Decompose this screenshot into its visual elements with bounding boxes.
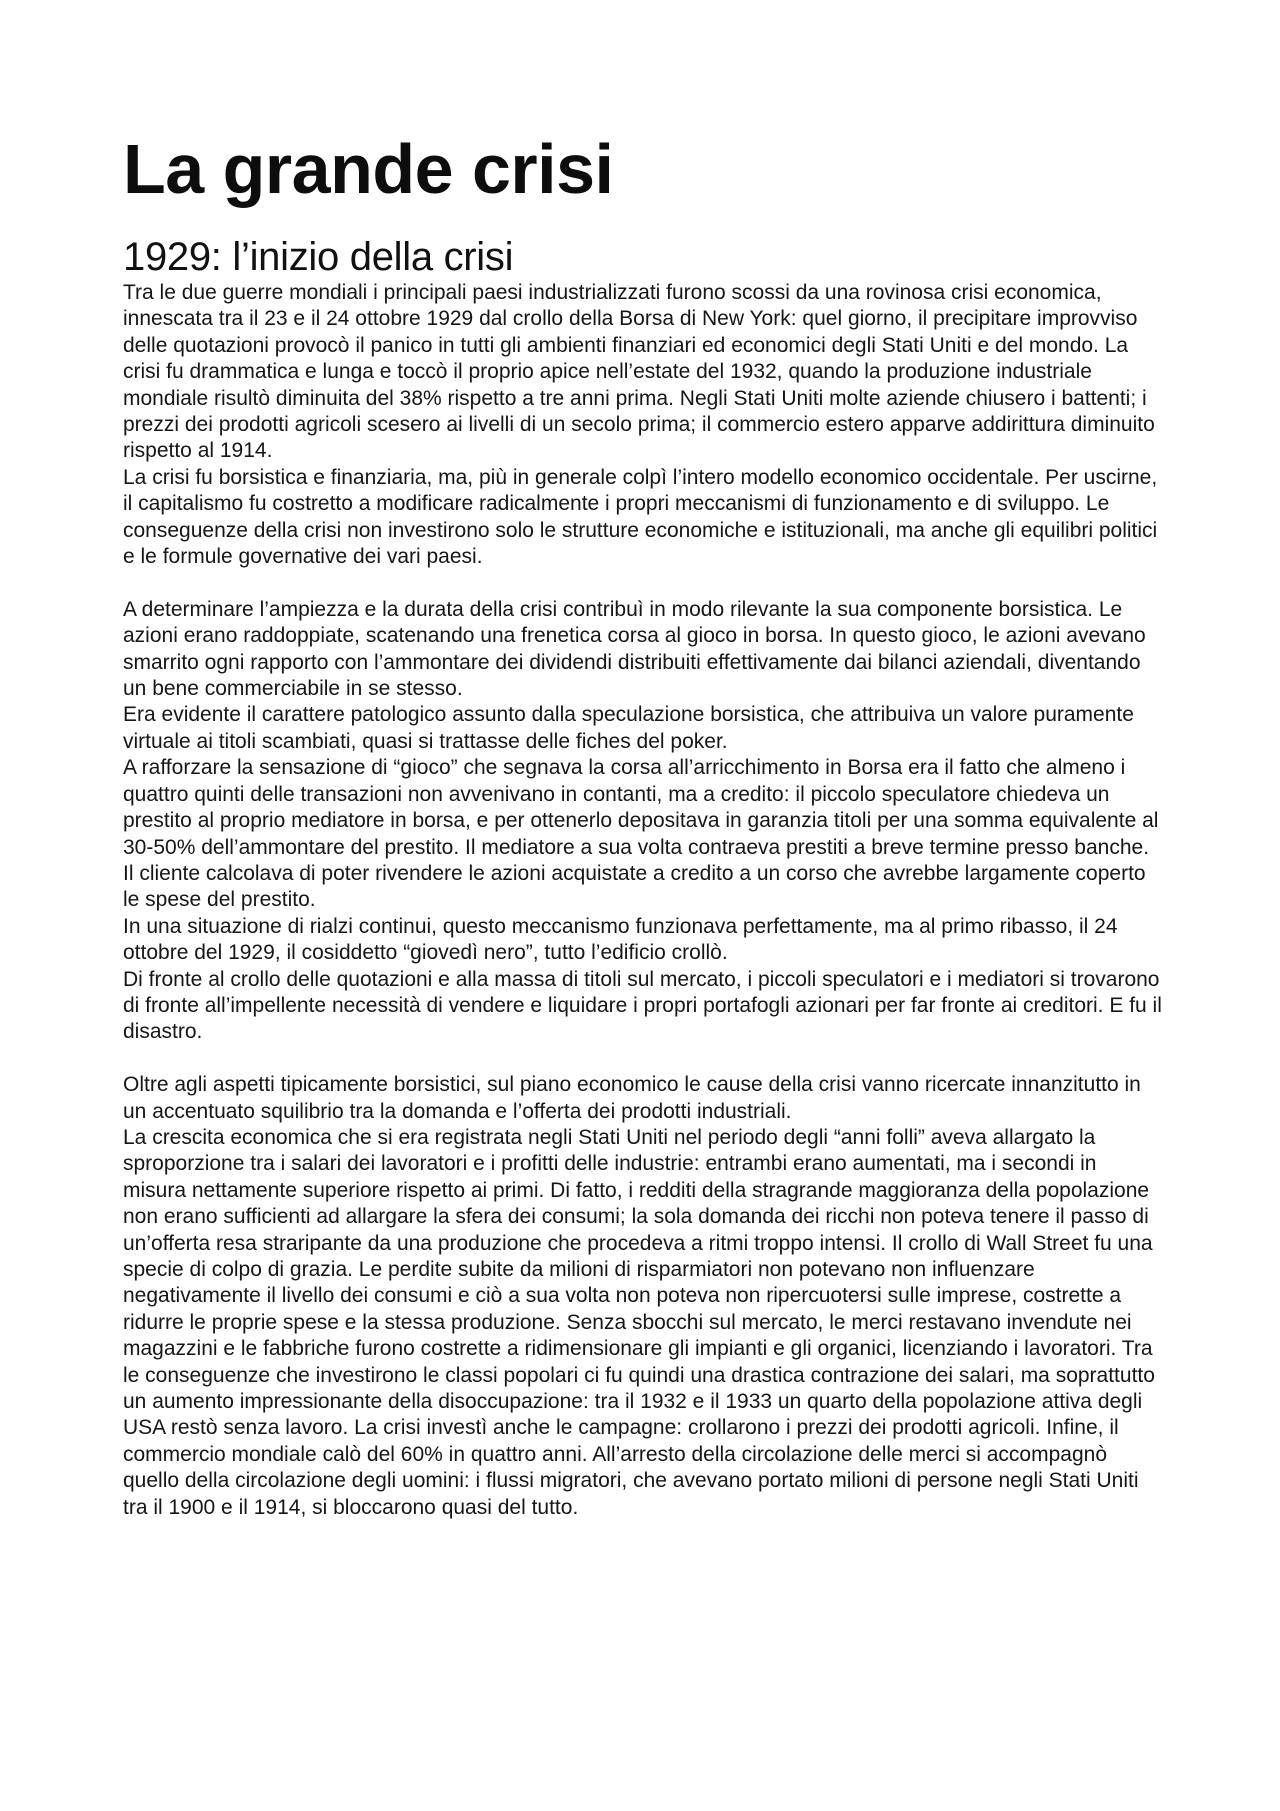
paragraph-9: La crescita economica che si era registrata negli Stati Uniti nel periodo degli “anni folli” aveva allargato la sproporzione tra i salari dei lavoratori e i profitti delle industrie: entrambi erano aumentati, ma i secondi in misura nettamente superiore rispetto ai primi. Di fatto, i redditi della stragrande maggioranza della popolazione non erano sufficienti ad allargare la sfera dei consumi; la sola domanda dei ricchi non poteva tenere il passo di un’offerta resa straripante da una produzione che procedeva a ritmi troppo intensi. Il crollo di Wall Street fu una specie di colpo di grazia. Le perdite subite da milioni di risparmiatori non potevano non influenzare negativamente il livello dei consumi e ciò a sua volta non poteva non ripercuotersi sulle imprese, costrette a ridurre le proprie spese e la stessa produzione. Senza sbocchi sul mercato, le merci restavano invendute nei magazzini e le fabbriche furono costrette a ridimensionare gli impianti e gli organici, licenziando i lavoratori. Tra le conseguenze che investirono le classi popolari ci fu quindi una drastica contrazione dei salari, ma soprattutto un aumento impressionante della disoccupazione: tra il 1932 e il 1933 un quarto della popolazione attiva degli USA restò senza lavoro. La crisi investì anche le campagne: crollarono i prezzi dei prodotti agricoli. Infine, il commercio mondiale calò del 60% in quattro anni. All’arresto della circolazione delle merci si accompagnò quello della circolazione degli uomini: i flussi migratori, che avevano portato milioni di persone negli Stati Uniti tra il 1900 e il 1914, si bloccarono quasi del tutto. [123,1125,1155,1519]
paragraph-6: In una situazione di rialzi continui, questo meccanismo funzionava perfettamente, ma al primo ribasso, il 24 ottobre del 1929, il cosiddetto “giovedì nero”, tutto l’edificio crollò. [123,914,1118,965]
paragraph-3: A determinare l’ampiezza e la durata della crisi contribuì in modo rilevante la sua componente borsistica. Le azioni erano raddoppiate, scatenando una frenetica corsa al gioco in borsa. In questo gioco, le azioni avevano smarrito ogni rapporto con l’ammontare dei dividendi distribuiti effettivamente dai bilanci aziendali, diventando un bene commerciabile in se stesso. [123,597,1146,701]
document-title: La grande crisi [123,130,614,208]
document-page [123,128,1163,1521]
paragraph-4: Era evidente il carattere patologico assunto dalla speculazione borsistica, che attribuiva un valore puramente virtuale ai titoli scambiati, quasi si trattasse delle fiches del poker. [123,703,1134,753]
paragraph-2: La crisi fu borsistica e finanziaria, ma, più in generale colpì l’intero modello economico occidentale. Per uscirne, il capitalismo fu costretto a modificare radicalmente i propri meccanismi di funzionamento e di sviluppo. Le conseguenze della crisi non investirono solo le strutture economiche e istituzionali, ma anche gli equilibri politici e le formule governative dei vari paesi. [123,465,1158,569]
paragraph-5: A rafforzare la sensazione di “gioco” che segnava la corsa all’arricchimento in Borsa era il fatto che almeno i quattro quinti delle transazioni non avvenivano in contanti, ma a credito: il piccolo speculatore chiedeva un prestito al proprio mediatore in borsa, e per ottenerlo depositava in garanzia titoli per una somma equivalente al 30-50% dell’ammontare del prestito. Il mediatore a sua volta contraeva prestiti a breve termine presso banche. Il cliente calcolava di poter rivendere le azioni acquistate a credito a un corso che avrebbe largamente coperto le spese del prestito. [123,756,1159,912]
paragraph-1: Tra le due guerre mondiali i principali paesi industrializzati furono scossi da una rovinosa crisi economica, innescata tra il 23 e il 24 ottobre 1929 dal crollo della Borsa di New York: quel giorno, il precipitare improvviso delle quotazioni provocò il panico in tutti gli ambienti finanziari ed economici degli Stati Uniti e del mondo. La crisi fu drammatica e lunga e toccò il proprio apice nell’estate del 1932, quando la produzione industriale mondiale risultò diminuita del 38% rispetto a tre anni prima. Negli Stati Uniti molte aziende chiusero i battenti; i prezzi dei prodotti agricoli scesero ai livelli di un secolo prima; il commercio estero apparve addirittura diminuito rispetto al 1914. [123,281,1155,463]
section-heading: 1929: l’inizio della crisi [123,235,514,279]
paragraph-7: Di fronte al crollo delle quotazioni e alla massa di titoli sul mercato, i piccoli speculatori e i mediatori si trovarono di fronte all’impellente necessità di vendere e liquidare i propri portafogli azionari per far fronte ai creditori. E fu il disastro. [123,967,1162,1044]
paragraph-8: Oltre agli aspetti tipicamente borsistici, sul piano economico le cause della crisi vanno ricercate innanzitutto in un accentuato squilibrio tra la domanda e l’offerta dei prodotti industriali. [123,1073,1141,1123]
